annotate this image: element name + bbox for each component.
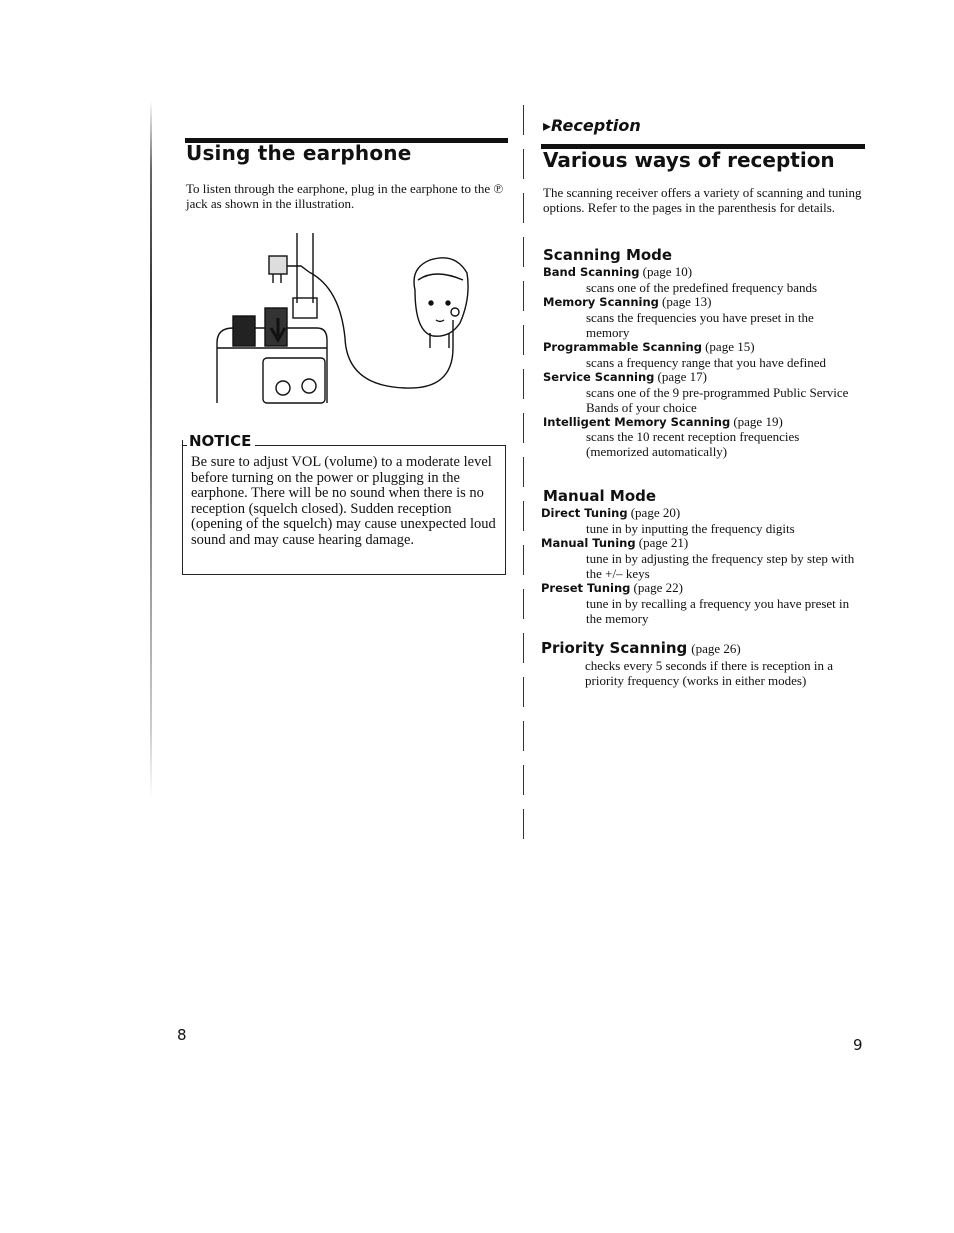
entry-page-ref: (page 22): [633, 580, 683, 595]
entry-description: scans the 10 recent reception frequencies (memorized automatically): [586, 429, 800, 459]
entry-term: Intelligent Memory Scanning: [543, 415, 731, 429]
entry-programmable-scanning: [543, 340, 755, 355]
entry-manual-tuning: [541, 536, 688, 551]
entry-term: Memory Scanning: [543, 295, 659, 309]
priority-heading-text: Priority Scanning: [541, 639, 688, 657]
entry-page-ref: (page 20): [630, 505, 681, 520]
entry-description: tune in by inputting the frequency digits: [586, 521, 795, 536]
entry-band-scanning: [543, 265, 692, 280]
entry-page-ref: (page 13): [662, 294, 712, 309]
entry-intelligent-memory-scanning: [543, 415, 783, 430]
priority-description: checks every 5 seconds if there is reception in a priority frequency (works in either modes): [585, 658, 833, 688]
intro-text-left: To listen through the earphone, plug in the earphone to the ℗ jack as shown in the illustration.: [186, 181, 504, 211]
entry-description: scans one of the predefined frequency bands: [586, 280, 818, 295]
section-label: ▸Reception: [543, 116, 641, 135]
entry-page-ref: (page 10): [642, 264, 693, 279]
scanning-mode-heading: Scanning Mode: [543, 246, 673, 264]
priority-scanning-heading: [541, 639, 741, 658]
entry-description: scans the frequencies you have preset in the memory: [586, 310, 814, 340]
entry-description: scans one of the 9 pre-programmed Public Service Bands of your choice: [586, 385, 849, 415]
entry-term: Service Scanning: [543, 370, 655, 384]
entry-description: tune in by adjusting the frequency step by step with the +/– keys: [586, 551, 855, 581]
entry-page-ref: (page 17): [657, 369, 707, 384]
entry-term: Manual Tuning: [541, 536, 636, 550]
entry-page-ref: (page 21): [638, 535, 689, 550]
entry-page-ref: (page 15): [705, 339, 755, 354]
entry-description: scans a frequency range that you have defined: [586, 355, 827, 370]
entry-direct-tuning: [541, 506, 680, 521]
column-divider: [523, 105, 524, 850]
notice-box-corner: [182, 440, 183, 446]
intro-text-right: The scanning receiver offers a variety of scanning and tuning options. Refer to the pages in the parenthesis for details.: [543, 185, 862, 215]
entry-term: Direct Tuning: [541, 506, 628, 520]
page-title-right: Various ways of reception: [543, 148, 835, 172]
entry-memory-scanning: [543, 295, 711, 310]
entry-term: Programmable Scanning: [543, 340, 702, 354]
manual-mode-heading: Manual Mode: [543, 487, 657, 505]
page-number-left: 8: [177, 1026, 187, 1044]
notice-text: Be sure to adjust VOL (volume) to a moderate level before turning on the power or plugging in the earphone. There will be no sound when there is no reception (squelch closed). Sudden reception (opening of the squelch) may cause unexpected loud sound and may cause hearing damage.: [191, 454, 496, 548]
page-title-left: Using the earphone: [186, 141, 412, 165]
entry-term: Band Scanning: [543, 265, 640, 279]
entry-term: Preset Tuning: [541, 581, 631, 595]
priority-page-ref: (page 26): [691, 641, 741, 656]
entry-service-scanning: [543, 370, 707, 385]
entry-page-ref: (page 19): [733, 414, 783, 429]
notice-label: NOTICE: [187, 432, 255, 450]
binding-shadow: [150, 100, 152, 800]
page-number-right: 9: [853, 1036, 863, 1054]
entry-preset-tuning: [541, 581, 683, 596]
entry-description: tune in by recalling a frequency you have preset in the memory: [586, 596, 850, 626]
earphone-illustration: [205, 228, 475, 406]
